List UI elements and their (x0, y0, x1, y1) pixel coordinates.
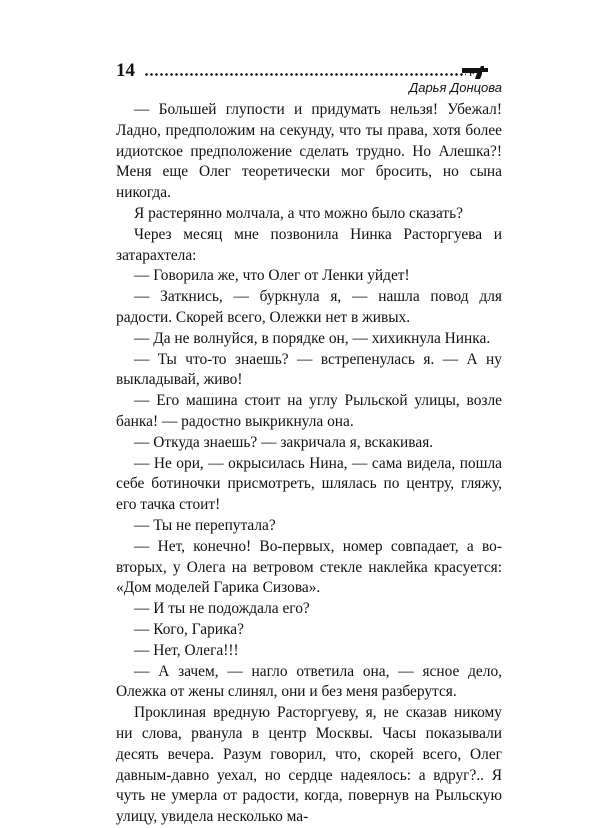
paragraph: Я растерянно молчала, а что можно было сказать? (134, 204, 463, 222)
paragraph: Через месяц мне позвонила Нинка Расторгуева и затарахтела: (116, 225, 502, 264)
paragraph: — Говорила же, что Олег от Ленки уйдет! (134, 267, 410, 285)
paragraph: — Откуда знаешь? — закричала я, вскакивая. (134, 433, 434, 451)
page-number: 14 (116, 60, 135, 81)
paragraph: — Нет, Олега!!! (134, 641, 239, 659)
paragraph: — А зачем, — нагло ответила она, — ясное дело, Олежка от жены слинял, они и без меня разберутся. (116, 662, 502, 701)
paragraph: — Ты не перепутала? (134, 516, 276, 534)
paragraph: — Кого, Гарика? (134, 620, 244, 638)
revolver-icon (460, 64, 490, 80)
paragraph: — Нет, конечно! Во-первых, номер совпадает, а во-вторых, у Олега на ветровом стекле наклейка красуется: «Дом моделей Гарика Сизова». (116, 537, 502, 597)
author-name: Дарья Донцова (409, 80, 502, 95)
paragraph: — И ты не подождала его? (134, 600, 310, 618)
paragraph: — Заткнись, — буркнула я, — нашла повод для радости. Скорей всего, Олежки нет в живых. (116, 288, 502, 326)
paragraph: — Не ори, — окрысилась Нина, — сама видела, пошла себе ботиночки присмотреть, шлялась по центру, гляжу, его тачка стоит! (116, 454, 502, 514)
dotted-rule (144, 73, 466, 76)
running-header (116, 58, 502, 95)
paragraph: — Да не волнуйся, в порядке он, — хихикнула Нинка. (134, 329, 491, 347)
paragraph: — Большей глупости и придумать нельзя! Убежал! Ладно, предположим на секунду, что ты права, хотя более идиотское предположение сделать трудно. Но Алешка?! Меня еще Олег теоретически мог бросить, но сына никогда. (116, 101, 502, 202)
paragraph: — Его машина стоит на углу Рыльской улицы, возле банка! — радостно выкрикнула она. (116, 392, 502, 430)
body-text (116, 100, 502, 828)
paragraph: — Ты что-то знаешь? — встрепенулась я. — А ну выкладывай, живо! (116, 350, 502, 389)
paragraph: Проклиная вредную Расторгуеву, я, не сказав никому ни слова, рванула в центр Москвы. Часы показывали десять вечера. Разум говорил, что, скорей всего, Олег давным-давно уехал, но сердце надеялось: а вдруг?.. Я чуть не умерла от радости, когда, повернув на Рыльскую улицу, увидела несколько ма- (116, 704, 502, 826)
